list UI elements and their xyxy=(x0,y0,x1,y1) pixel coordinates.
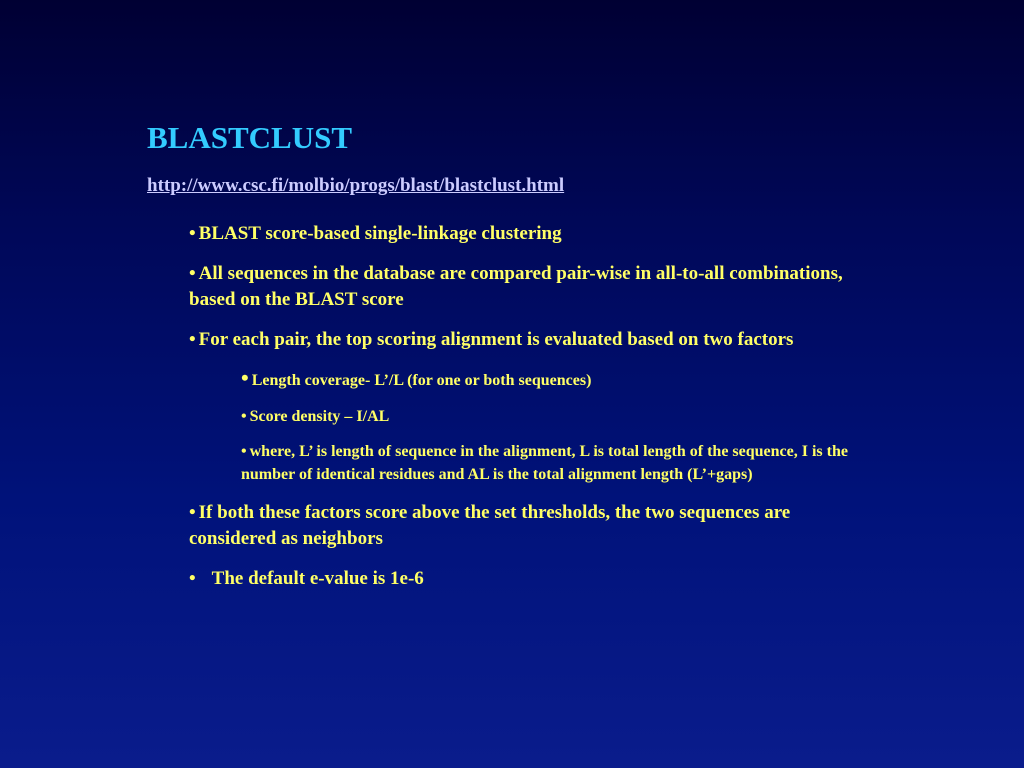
bullet-dot: • xyxy=(189,502,196,523)
reference-link[interactable]: http://www.csc.fi/molbio/progs/blast/blastclust.html xyxy=(147,175,565,196)
bullet-dot: • xyxy=(189,329,196,350)
bullet-text: BLAST score-based single-linkage clustering xyxy=(198,223,562,244)
sub-bullet-list xyxy=(241,367,859,486)
bullet-item xyxy=(189,327,859,486)
bullet-item xyxy=(189,221,859,247)
sub-bullet-item xyxy=(241,441,859,486)
bullet-text: The default e-value is 1e-6 xyxy=(211,568,424,589)
sub-bullet-text: Length coverage- L’/L (for one or both sequences) xyxy=(251,372,592,389)
bullet-item xyxy=(189,566,859,592)
sub-bullet-text: Score density – I/AL xyxy=(249,407,390,425)
slide-title: BLASTCLUST xyxy=(147,120,353,155)
bullet-dot: • xyxy=(241,407,247,425)
sub-bullet-item xyxy=(241,406,859,429)
bullet-dot: • xyxy=(189,223,196,244)
bullet-text: For each pair, the top scoring alignment is evaluated based on two factors xyxy=(198,329,794,350)
bullet-list xyxy=(189,221,859,606)
bullet-text: All sequences in the database are compared pair-wise in all-to-all combinations, based on the BLAST score xyxy=(189,263,843,310)
bullet-text: If both these factors score above the set thresholds, the two sequences are considered as neighbors xyxy=(189,502,791,549)
sub-bullet-text: where, L’ is length of sequence in the alignment, L is total length of the sequence, I is the number of identical residues and AL is the total alignment length (L’+gaps) xyxy=(241,443,848,483)
bullet-dot: • xyxy=(189,263,196,284)
bullet-item xyxy=(189,500,859,552)
sub-bullet-item xyxy=(241,367,859,393)
bullet-dot: • xyxy=(241,443,247,460)
bullet-item xyxy=(189,261,859,313)
bullet-dot: • xyxy=(241,365,249,390)
bullet-dot: • xyxy=(189,568,196,589)
